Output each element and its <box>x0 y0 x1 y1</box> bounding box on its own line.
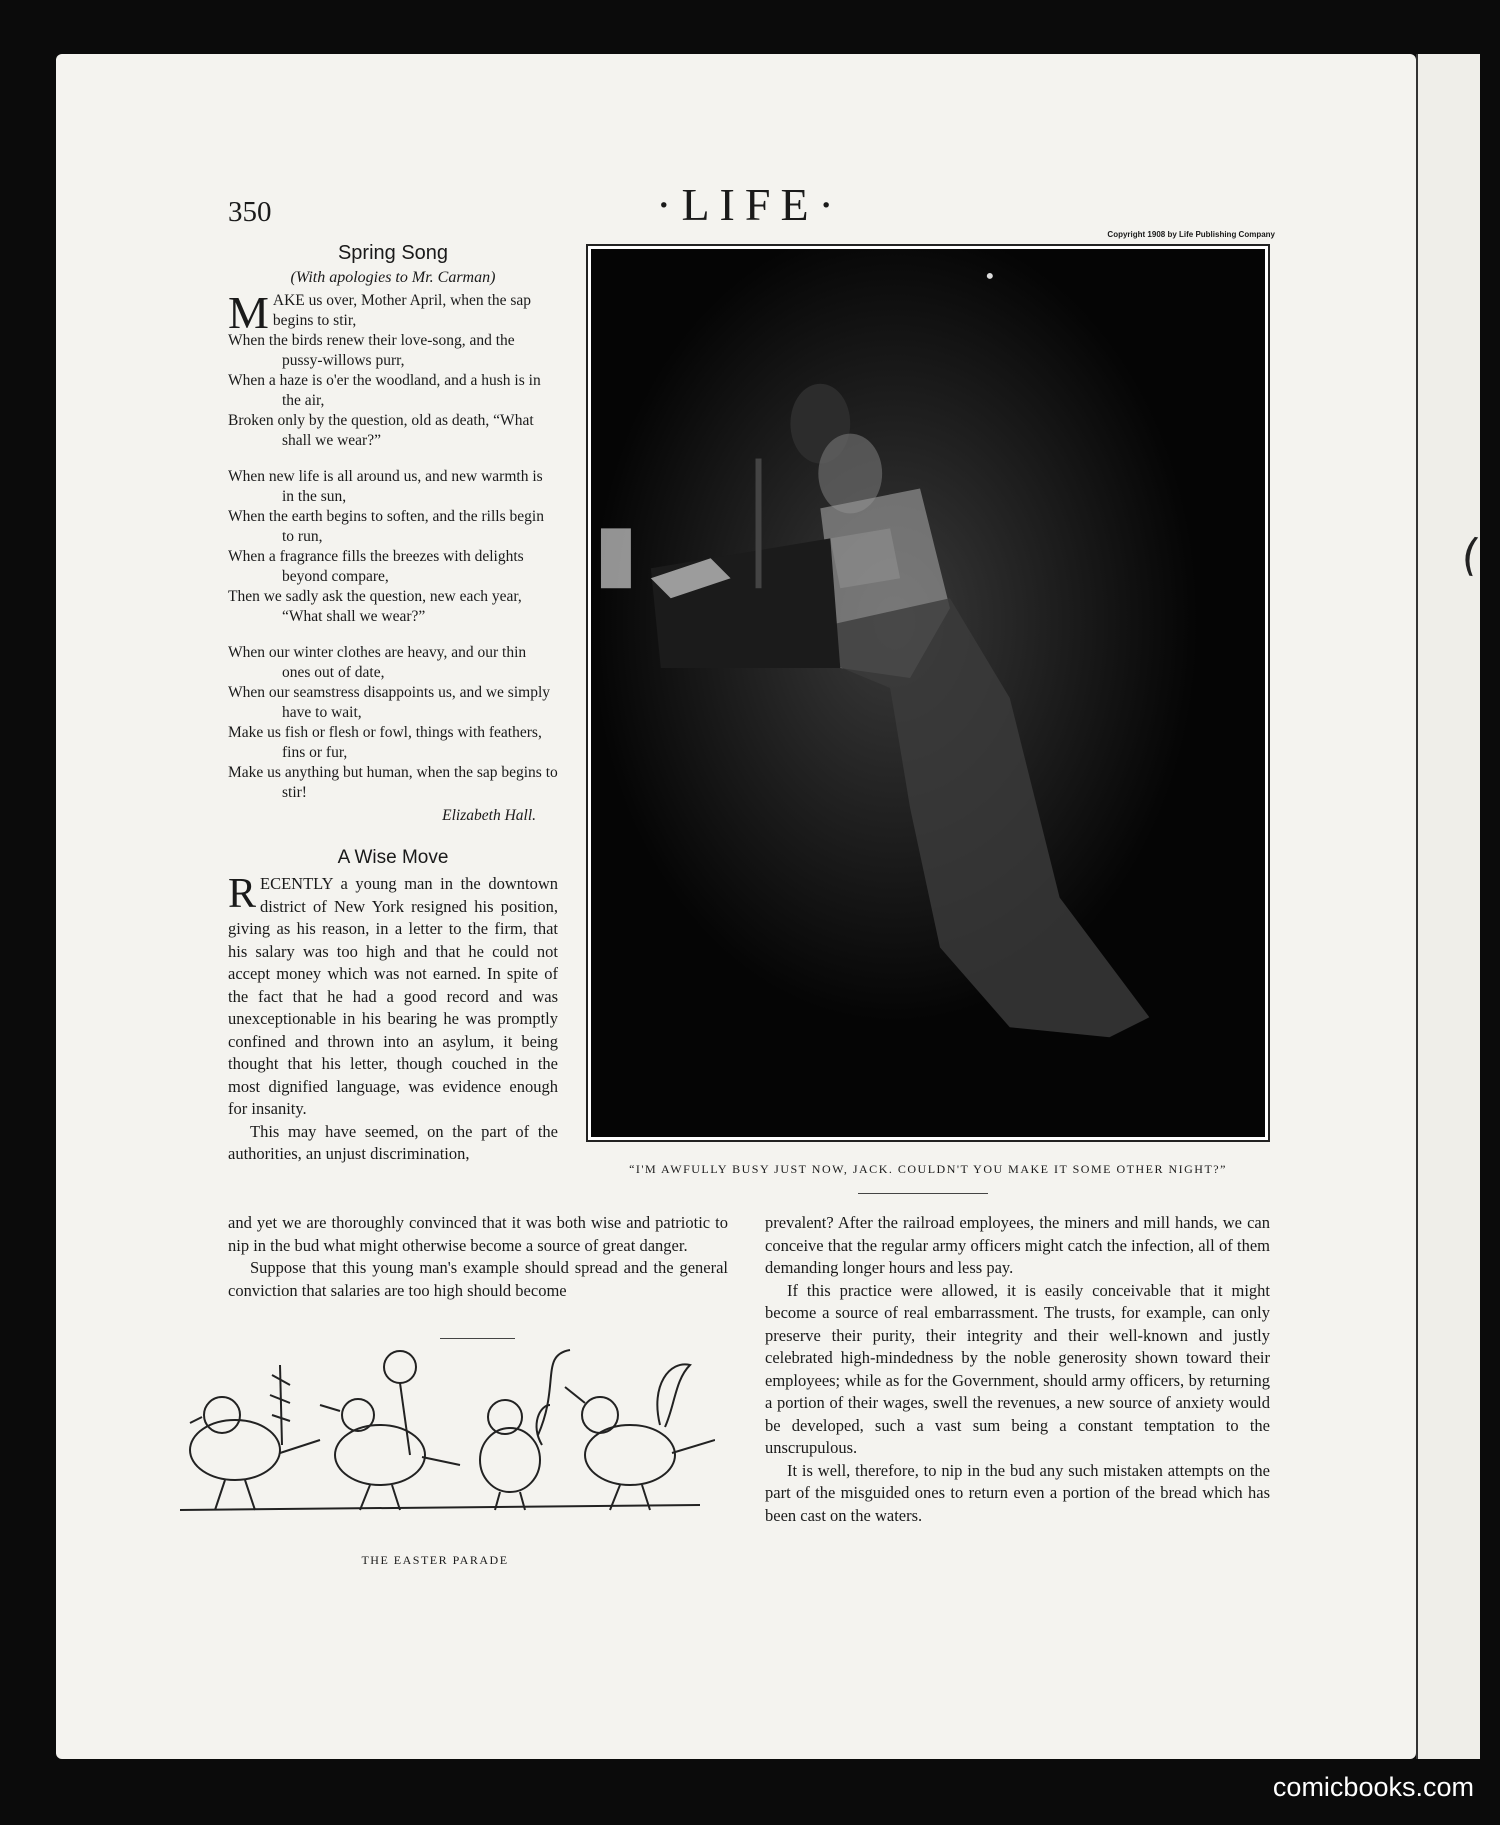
poem-stanza <box>228 287 558 451</box>
poem-line: When new life is all around us, and new warmth is in the sun, <box>228 468 543 505</box>
illustration-photo <box>586 244 1270 1142</box>
poem-line: When the birds renew their love-song, and the pussy-willows purr, <box>228 332 515 369</box>
article-paragraph: Suppose that this young man's example should spread and the general conviction that salaries are too high should become <box>228 1258 728 1300</box>
adjacent-page-edge <box>1416 54 1480 1759</box>
site-watermark: comicbooks.com <box>1272 1772 1474 1802</box>
poem-line: When a fragrance fills the breezes with delights beyond compare, <box>228 548 524 585</box>
poem-dropcap: M <box>228 287 269 338</box>
easter-parade-cartoon <box>160 1345 715 1530</box>
divider <box>440 1338 515 1339</box>
article-paragraph: If this practice were allowed, it is easily conceivable that it might become a source of real embarrassment. The trusts, for example, can only preserve their purity, their integrity and their well-known and justly celebrated high-mindedness by the noble generosity shown toward their employees; while as for the Government, should army officers, by returning a portion of their wages, swell the revenues, a new source of anxiety would be developed, such a vast sum being a constant temptation to the unscrupulous. <box>765 1280 1270 1457</box>
poem-line: When our winter clothes are heavy, and our thin ones out of date, <box>228 644 527 681</box>
copyright-notice: Copyright 1908 by Life Publishing Company <box>1107 230 1275 239</box>
article-paragraph: This may have seemed, on the part of the authorities, an unjust discrimination, <box>228 1121 558 1163</box>
article-paragraph: and yet we are thoroughly convinced that it was both wise and patriotic to nip in the bud what might otherwise become a source of great danger. <box>228 1213 728 1255</box>
poem-line: When the earth begins to soften, and the rills begin to run, <box>228 508 544 545</box>
left-column <box>228 240 558 1166</box>
article-title: A Wise Move <box>337 847 449 868</box>
poem-line: When a haze is o'er the woodland, and a hush is in the air, <box>228 372 541 409</box>
poem-line: When our seamstress disappoints us, and we simply have to wait, <box>228 684 551 721</box>
poem-title: Spring Song <box>337 242 449 264</box>
poem-line: AKE us over, Mother April, when the sap begins to stir, <box>272 292 532 329</box>
poem-line: Broken only by the question, old as death, “What shall we wear?” <box>228 412 534 449</box>
article-continued-left <box>228 1212 728 1302</box>
article-body-start <box>228 873 558 1166</box>
woman-at-desk-image <box>591 249 1265 1137</box>
article-paragraph: RECENTLY a young man in the downtown district of New York resigned his position, giving as his reason, in a letter to the firm, that his salary was too high and that he could not accept money which was not earned. In spite of the fact that he had a good record and was unexceptionable in his bearing he was promptly confined and thrown into an asylum, it being thought that his letter, though couched in the most dignified language, was evidence enough for insanity. <box>228 871 558 1118</box>
poem-stanza <box>228 643 558 803</box>
masthead: ·LIFE· <box>656 179 844 230</box>
poem-stanza <box>228 467 558 627</box>
margin-mark: ( <box>1458 528 1483 582</box>
poem-line: Make us anything but human, when the sap begins to stir! <box>228 764 558 801</box>
poem-line: Make us fish or flesh or fowl, things with feathers, fins or fur, <box>228 724 542 761</box>
poem-subtitle: (With apologies to Mr. Carman) <box>290 269 496 286</box>
divider <box>858 1193 988 1194</box>
poem-line: Then we sadly ask the question, new each year, “What shall we wear?” <box>228 588 522 625</box>
poem-author: Elizabeth Hall. <box>442 807 536 824</box>
article-dropcap: R <box>228 871 257 917</box>
article-paragraph: prevalent? After the railroad employees, the miners and mill hands, we can conceive that the regular army officers might catch the infection, all of them demanding longer hours and less pay. <box>765 1213 1270 1277</box>
cartoon-caption: THE EASTER PARADE <box>361 1553 509 1567</box>
right-column <box>765 1212 1270 1527</box>
illustration-caption: “I'M AWFULLY BUSY JUST NOW, JACK. COULDN'T YOU MAKE IT SOME OTHER NIGHT?” <box>629 1162 1227 1176</box>
article-paragraph: It is well, therefore, to nip in the bud any such mistaken attempts on the part of the misguided ones to return even a portion of the bread which has been cast on the waters. <box>765 1460 1270 1525</box>
page-number: 350 <box>228 196 272 228</box>
